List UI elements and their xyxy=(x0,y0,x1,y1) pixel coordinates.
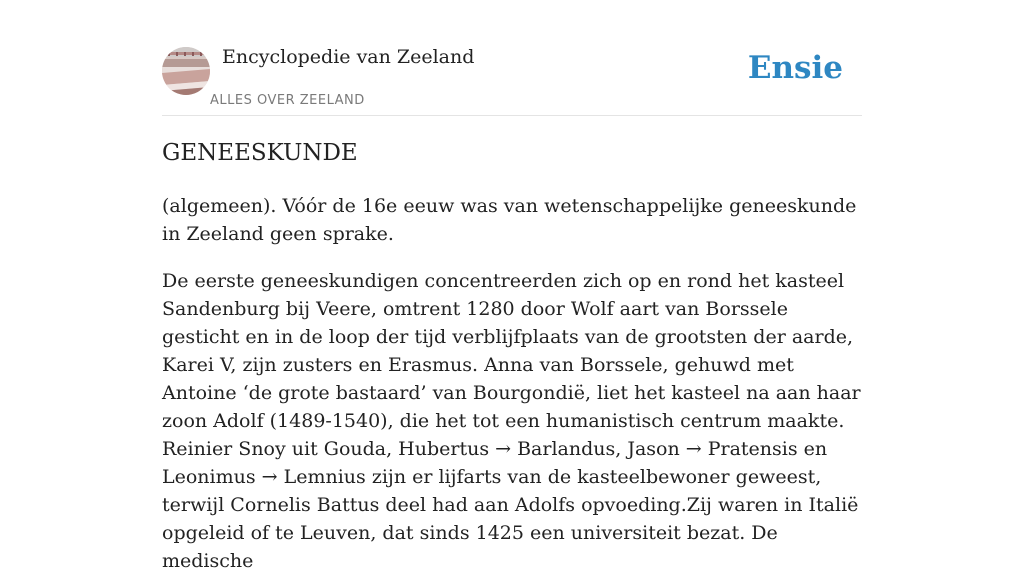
book-stack-photo-icon xyxy=(162,47,210,95)
page-content xyxy=(162,0,862,572)
site-avatar[interactable] xyxy=(162,47,210,95)
site-subtitle: ALLES OVER ZEELAND xyxy=(210,93,365,108)
article-paragraph: De eerste geneeskundigen concentreerden zich op en rond het kasteel Sandenburg bij Veere, omtrent 1280 door Wolf aart van Borssele gesticht en in de loop der tijd verblijfplaats van de grootsten der aarde, Karei V, zijn zusters en Erasmus. Anna van Borssele, gehuwd met Antoine ‘de grote bastaard’ van Bourgondië, liet het kasteel na aan haar zoon Adolf (1489-1540), die het tot een humanistisch centrum maakte. Reinier Snoy uit Gouda, Hubertus → Barlandus, Jason → Pratensis en Leonimus → Lemnius zijn er lijfarts van de kasteelbewoner geweest, terwijl Cornelis Battus deel had aan Adolfs opvoeding.Zij waren in Italië opgeleid of te Leuven, dat sinds 1425 een universiteit bezat. De medische xyxy=(162,270,861,572)
article-title: GENEESKUNDE xyxy=(162,140,358,166)
brand-logo[interactable]: Ensie xyxy=(747,50,843,86)
site-name[interactable]: Encyclopedie van Zeeland xyxy=(222,46,475,68)
site-header xyxy=(162,0,862,116)
article-paragraph: (algemeen). Vóór de 16e eeuw was van wetenschappelijke geneeskunde in Zeeland geen sprake. xyxy=(162,195,857,245)
